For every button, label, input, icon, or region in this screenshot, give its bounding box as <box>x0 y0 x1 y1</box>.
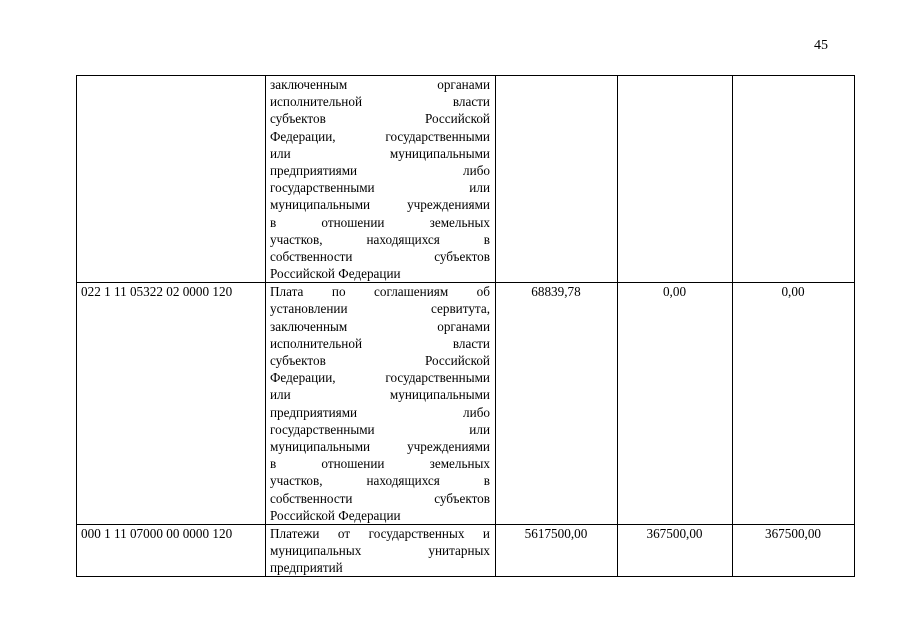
budget-table <box>76 75 855 577</box>
income-name-line: Российской Федерации <box>270 266 401 282</box>
income-name-cell <box>266 524 496 577</box>
income-name-line: заключенным органами <box>270 77 490 92</box>
income-name-line: участков, находящихся в <box>270 231 490 247</box>
income-name-line: исполнительной власти <box>270 94 490 110</box>
table-row <box>77 76 855 283</box>
amount-cell-1: 5617500,00 <box>496 524 618 577</box>
income-name-line: предприятиями либо <box>270 404 490 420</box>
income-name-line: или муниципальными <box>270 387 490 403</box>
income-name-line: установлении сервитута, <box>270 301 490 317</box>
income-name-line: в отношении земельных <box>270 214 490 230</box>
amount-cell-3 <box>733 76 855 283</box>
income-name-line: муниципальными учреждениями <box>270 197 490 213</box>
income-name-line: исполнительной власти <box>270 335 490 351</box>
page-number: 45 <box>814 38 828 53</box>
amount-cell-2: 367500,00 <box>618 524 733 577</box>
income-name-line: собственности субъектов <box>270 248 490 264</box>
income-name-line: субъектов Российской <box>270 353 490 368</box>
income-name-line: государственными или <box>270 421 490 437</box>
budget-code-cell: 000 1 11 07000 00 0000 120 <box>77 524 266 577</box>
income-name-line: предприятий <box>270 560 343 576</box>
table-body <box>77 76 855 577</box>
table-row <box>77 524 855 577</box>
budget-code-cell <box>77 76 266 283</box>
income-name-cell <box>266 76 496 283</box>
income-name-line: Федерации, государственными <box>270 370 490 386</box>
budget-code-cell: 022 1 11 05322 02 0000 120 <box>77 283 266 525</box>
income-name-line: в отношении земельных <box>270 456 490 472</box>
income-name-line: государственными или <box>270 180 490 196</box>
income-name-line: Федерации, государственными <box>270 128 490 144</box>
income-name-line: Российской Федерации <box>270 507 401 523</box>
amount-cell-3: 0,00 <box>733 283 855 525</box>
income-name-line: Платежи от государственных и <box>270 525 490 541</box>
amount-cell-2: 0,00 <box>618 283 733 525</box>
income-name-cell <box>266 283 496 525</box>
table-row <box>77 283 855 525</box>
amount-cell-1: 68839,78 <box>496 283 618 525</box>
income-name-line: участков, находящихся в <box>270 473 490 489</box>
income-name-line: Плата по соглашениям об <box>270 284 490 300</box>
amount-cell-2 <box>618 76 733 283</box>
amount-cell-1 <box>496 76 618 283</box>
amount-cell-3: 367500,00 <box>733 524 855 577</box>
income-name-line: или муниципальными <box>270 145 490 161</box>
income-name-line: предприятиями либо <box>270 162 490 178</box>
income-name-line: муниципальных унитарных <box>270 543 490 559</box>
income-name-line: муниципальными учреждениями <box>270 438 490 454</box>
income-name-line: субъектов Российской <box>270 111 490 127</box>
income-name-line: заключенным органами <box>270 318 490 334</box>
income-name-line: собственности субъектов <box>270 490 490 506</box>
